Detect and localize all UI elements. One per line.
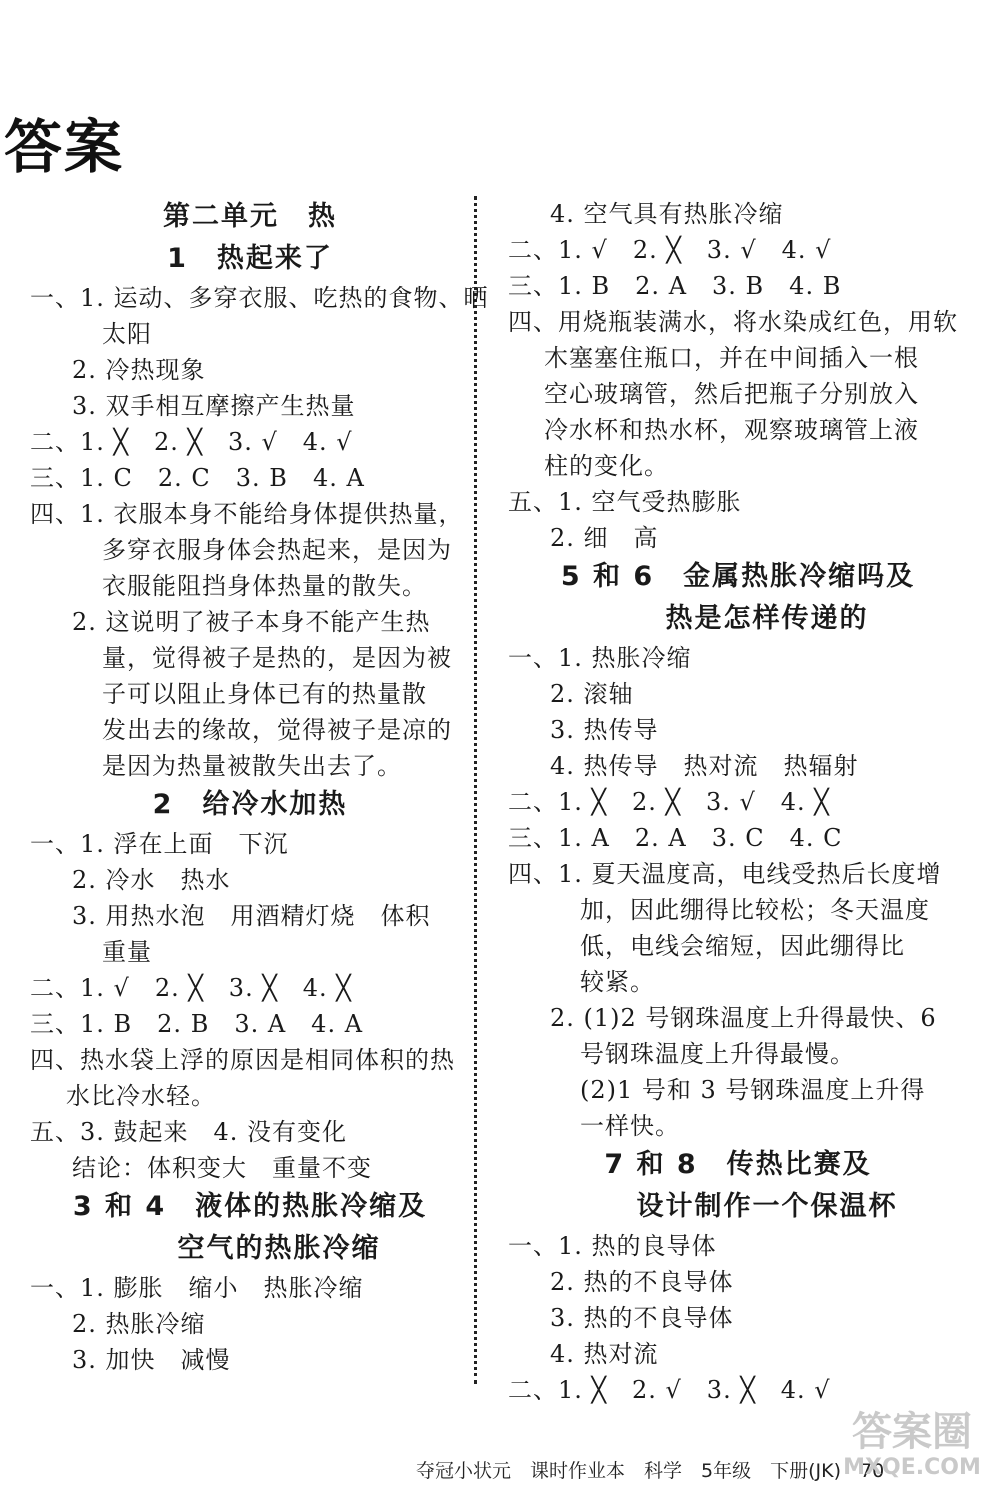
answer-line: 2. 冷水 热水 [72,866,231,894]
answer-line: 三、1. B 2. B 3. A 4. A [30,1010,364,1038]
answer-line: 水比冷水轻。 [66,1082,216,1110]
answer-line: 一、1. 运动、多穿衣服、吃热的食物、晒 [30,284,489,312]
answer-line: 冷水杯和热水杯，观察玻璃管上液 [544,416,919,444]
answer-line: 3. 加快 减慢 [72,1346,231,1374]
answer-line: 一、1. 膨胀 缩小 热胀冷缩 [30,1274,364,1302]
right-column [508,196,968,1408]
answer-line: 3. 用热水泡 用酒精灯烧 体积 [72,902,431,930]
answer-line: 四、1. 衣服本身不能给身体提供热量， [30,500,464,528]
answer-line: 3. 热的不良导体 [550,1304,734,1332]
answer-line: 2. 细 高 [550,524,659,552]
answer-line: 子可以阻止身体已有的热量散 [102,680,427,708]
answer-line: 低，电线会缩短，因此绷得比 [580,932,905,960]
answer-line: 重量 [102,938,152,966]
section-heading: 热是怎样传递的 [607,603,869,634]
answer-line: 二、1. √ 2. ╳ 3. √ 4. √ [508,236,832,264]
answer-line: 4. 热传导 热对流 热辐射 [550,752,859,780]
answer-line: 一、1. 热胀冷缩 [508,644,692,672]
answer-line: 2. 滚轴 [550,680,634,708]
answer-line: 空心玻璃管，然后把瓶子分别放入 [544,380,919,408]
answer-line: 太阳 [102,320,152,348]
section-heading: 设计制作一个保温杯 [578,1191,898,1222]
answer-line: 2. 热胀冷缩 [72,1310,206,1338]
answer-line: 3. 双手相互摩擦产生热量 [72,392,356,420]
section-heading: 第二单元 热 [163,201,337,232]
answer-line: 二、1. ╳ 2. √ 3. ╳ 4. √ [508,1376,831,1404]
answer-line: 2. (1)2 号钢珠温度上升得最快、6 [550,1004,937,1032]
page-footer: 夺冠小状元 课时作业本 科学 5年级 下册(JK) 70 [416,1460,885,1482]
answer-line: 3. 热传导 [550,716,659,744]
section-heading: 1 热起来了 [167,243,333,274]
answer-line: 三、1. A 2. A 3. C 4. C [508,824,843,852]
section-heading: 空气的热胀冷缩 [119,1233,381,1264]
answer-line: 二、1. ╳ 2. ╳ 3. √ 4. √ [30,428,353,456]
answer-line: 号钢珠温度上升得最慢。 [580,1040,855,1068]
watermark-text: 答案圈 [852,1409,972,1455]
answer-line: 木塞塞住瓶口，并在中间插入一根 [544,344,919,372]
answer-line: 4. 空气具有热胀冷缩 [550,200,784,228]
section-heading: 3 和 4 液体的热胀冷缩及 [72,1191,428,1222]
answer-line: 四、用烧瓶装满水，将水染成红色，用软 [508,308,958,336]
answer-line: 五、3. 鼓起来 4. 没有变化 [30,1118,348,1146]
answer-line: 二、1. ╳ 2. ╳ 3. √ 4. ╳ [508,788,830,816]
answer-line: 多穿衣服身体会热起来，是因为 [102,536,452,564]
answer-line: 2. 这说明了被子本身不能产生热 [72,608,431,636]
answer-line: 四、热水袋上浮的原因是相同体积的热 [30,1046,455,1074]
answer-line: 结论：体积变大 重量不变 [72,1154,372,1182]
answer-line: 2. 冷热现象 [72,356,206,384]
answer-line: 衣服能阻挡身体热量的散失。 [102,572,427,600]
answer-line: 柱的变化。 [544,452,669,480]
section-heading: 7 和 8 传热比赛及 [604,1149,872,1180]
section-heading: 2 给冷水加热 [152,789,348,820]
answer-line: 一、1. 浮在上面 下沉 [30,830,289,858]
answer-line: 4. 热对流 [550,1340,659,1368]
answer-line: 五、1. 空气受热膨胀 [508,488,742,516]
answer-line: 是因为热量被散失出去了。 [102,752,402,780]
answer-line: 发出去的缘故，觉得被子是凉的 [102,716,452,744]
answer-line: 较紧。 [580,968,655,996]
answer-line: 量，觉得被子是热的，是因为被 [102,644,452,672]
answer-line: 四、1. 夏天温度高，电线受热后长度增 [508,860,942,888]
answer-line: 2. 热的不良导体 [550,1268,734,1296]
answer-line: 三、1. B 2. A 3. B 4. B [508,272,842,300]
answer-line: 一样快。 [580,1112,680,1140]
answer-line: 一、1. 热的良导体 [508,1232,717,1260]
section-heading: 5 和 6 金属热胀冷缩吗及 [560,561,916,592]
watermark-logo [842,1409,982,1487]
page-title: 答案 [4,113,125,181]
watermark-url: MXQE.COM [843,1455,981,1480]
answer-line: 三、1. C 2. C 3. B 4. A [30,464,365,492]
left-column [30,196,489,1378]
column-divider [474,196,477,1384]
answer-line: 加，因此绷得比较松；冬天温度 [580,896,930,924]
answer-line: (2)1 号和 3 号钢珠温度上升得 [580,1076,926,1104]
answer-line: 二、1. √ 2. ╳ 3. ╳ 4. ╳ [30,974,352,1002]
